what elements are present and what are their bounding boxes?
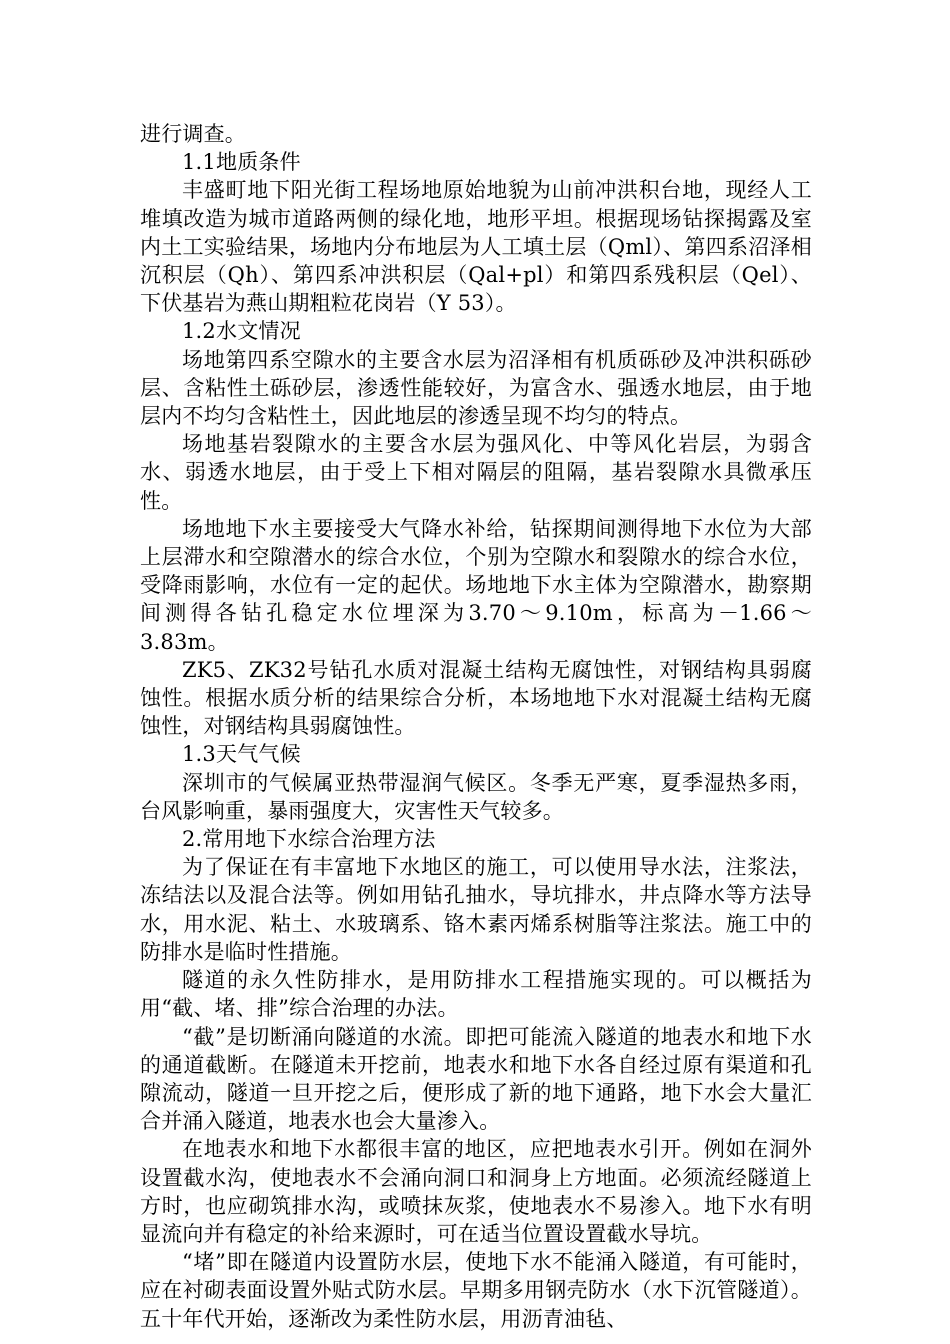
paragraph: ZK5、ZK32号钻孔水质对混凝土结构无腐蚀性，对钢结构具弱腐蚀性。根据水质分析的结果综合分析，本场地地下水对混凝土结构无腐蚀性，对钢结构具弱腐蚀性。 — [140, 657, 812, 739]
paragraph: 场地基岩裂隙水的主要含水层为强风化、中等风化岩层，为弱含水、弱透水地层，由于受上下相对隔层的阻隔，基岩裂隙水具微承压性。 — [140, 432, 812, 513]
paragraph: 为了保证在有丰富地下水地区的施工，可以使用导水法，注浆法，冻结法以及混合法等。例如用钻孔抽水，导坑排水，井点降水等方法导水，用水泥、粘土、水玻璃系、铬木素丙烯系树脂等注浆法。施工中的防排水是临时性措施。 — [140, 855, 812, 964]
paragraph: 场地地下水主要接受大气降水补给，钻探期间测得地下水位为大部上层滞水和空隙潜水的综合水位，个别为空隙水和裂隙水的综合水位，受降雨影响，水位有一定的起伏。场地地下水主体为空隙潜水，勘察期间测得各钻孔稳定水位埋深为3.70～9.10m，标高为－1.66～3.83m。 — [140, 516, 812, 654]
section-heading: 2.常用地下水综合治理方法 — [182, 827, 436, 852]
paragraph: 场地第四系空隙水的主要含水层为沼泽相有机质砾砂及冲洪积砾砂层、含粘性土砾砂层，渗透性能较好，为富含水、强透水地层，由于地层内不均匀含粘性土，因此地层的渗透呈现不均匀的特点。 — [140, 347, 812, 429]
paragraph: 在地表水和地下水都很丰富的地区，应把地表水引开。例如在洞外设置截水沟，使地表水不会涌向洞口和洞身上方地面。必须流经隧道上方时，也应砌筑排水沟，或喷抹灰浆，使地表水不易渗入。地下水有明显流向并有稳定的补给来源时，可在适当位置设置截水导坑。 — [140, 1137, 812, 1246]
paragraph: 隧道的永久性防排水，是用防排水工程措施实现的。可以概括为用“截、堵、排”综合治理的办法。 — [140, 968, 812, 1021]
section-heading: 1.3天气气候 — [182, 742, 301, 767]
paragraph: 丰盛町地下阳光街工程场地原始地貌为山前冲洪积台地，现经人工堆填改造为城市道路两侧的绿化地，地形平坦。根据现场钻探揭露及室内土工实验结果，场地内分布地层为人工填土层（Qml）、第四系沼泽相沉积层（Qh）、第四系冲洪积层（Qal+pl）和第四系残积层（Qel）、下伏基岩为燕山期粗粒花岗岩（Y 53）。 — [140, 178, 812, 316]
paragraph: “截”是切断涌向隧道的水流。即把可能流入隧道的地表水和地下水的通道截断。在隧道未开挖前，地表水和地下水各自经过原有渠道和孔隙流动，隧道一旦开挖之后，便形成了新的地下通路，地下水会大量汇合并涌入隧道，地表水也会大量渗入。 — [140, 1024, 812, 1134]
paragraph: 进行调查。 — [140, 122, 246, 146]
paragraph: 深圳市的气候属亚热带湿润气候区。冬季无严寒，夏季湿热多雨，台风影响重，暴雨强度大，灾害性天气较多。 — [140, 770, 812, 823]
section-heading: 1.2水文情况 — [182, 319, 301, 344]
paragraph: “堵”即在隧道内设置防水层，使地下水不能涌入隧道，有可能时，应在衬砌表面设置外贴式防水层。早期多用钢壳防水（水下沉管隧道）。五十年代开始，逐渐改为柔性防水层，用沥青油毡、 — [140, 1250, 812, 1331]
section-heading: 1.1地质条件 — [182, 150, 301, 175]
document-body — [140, 120, 812, 1333]
